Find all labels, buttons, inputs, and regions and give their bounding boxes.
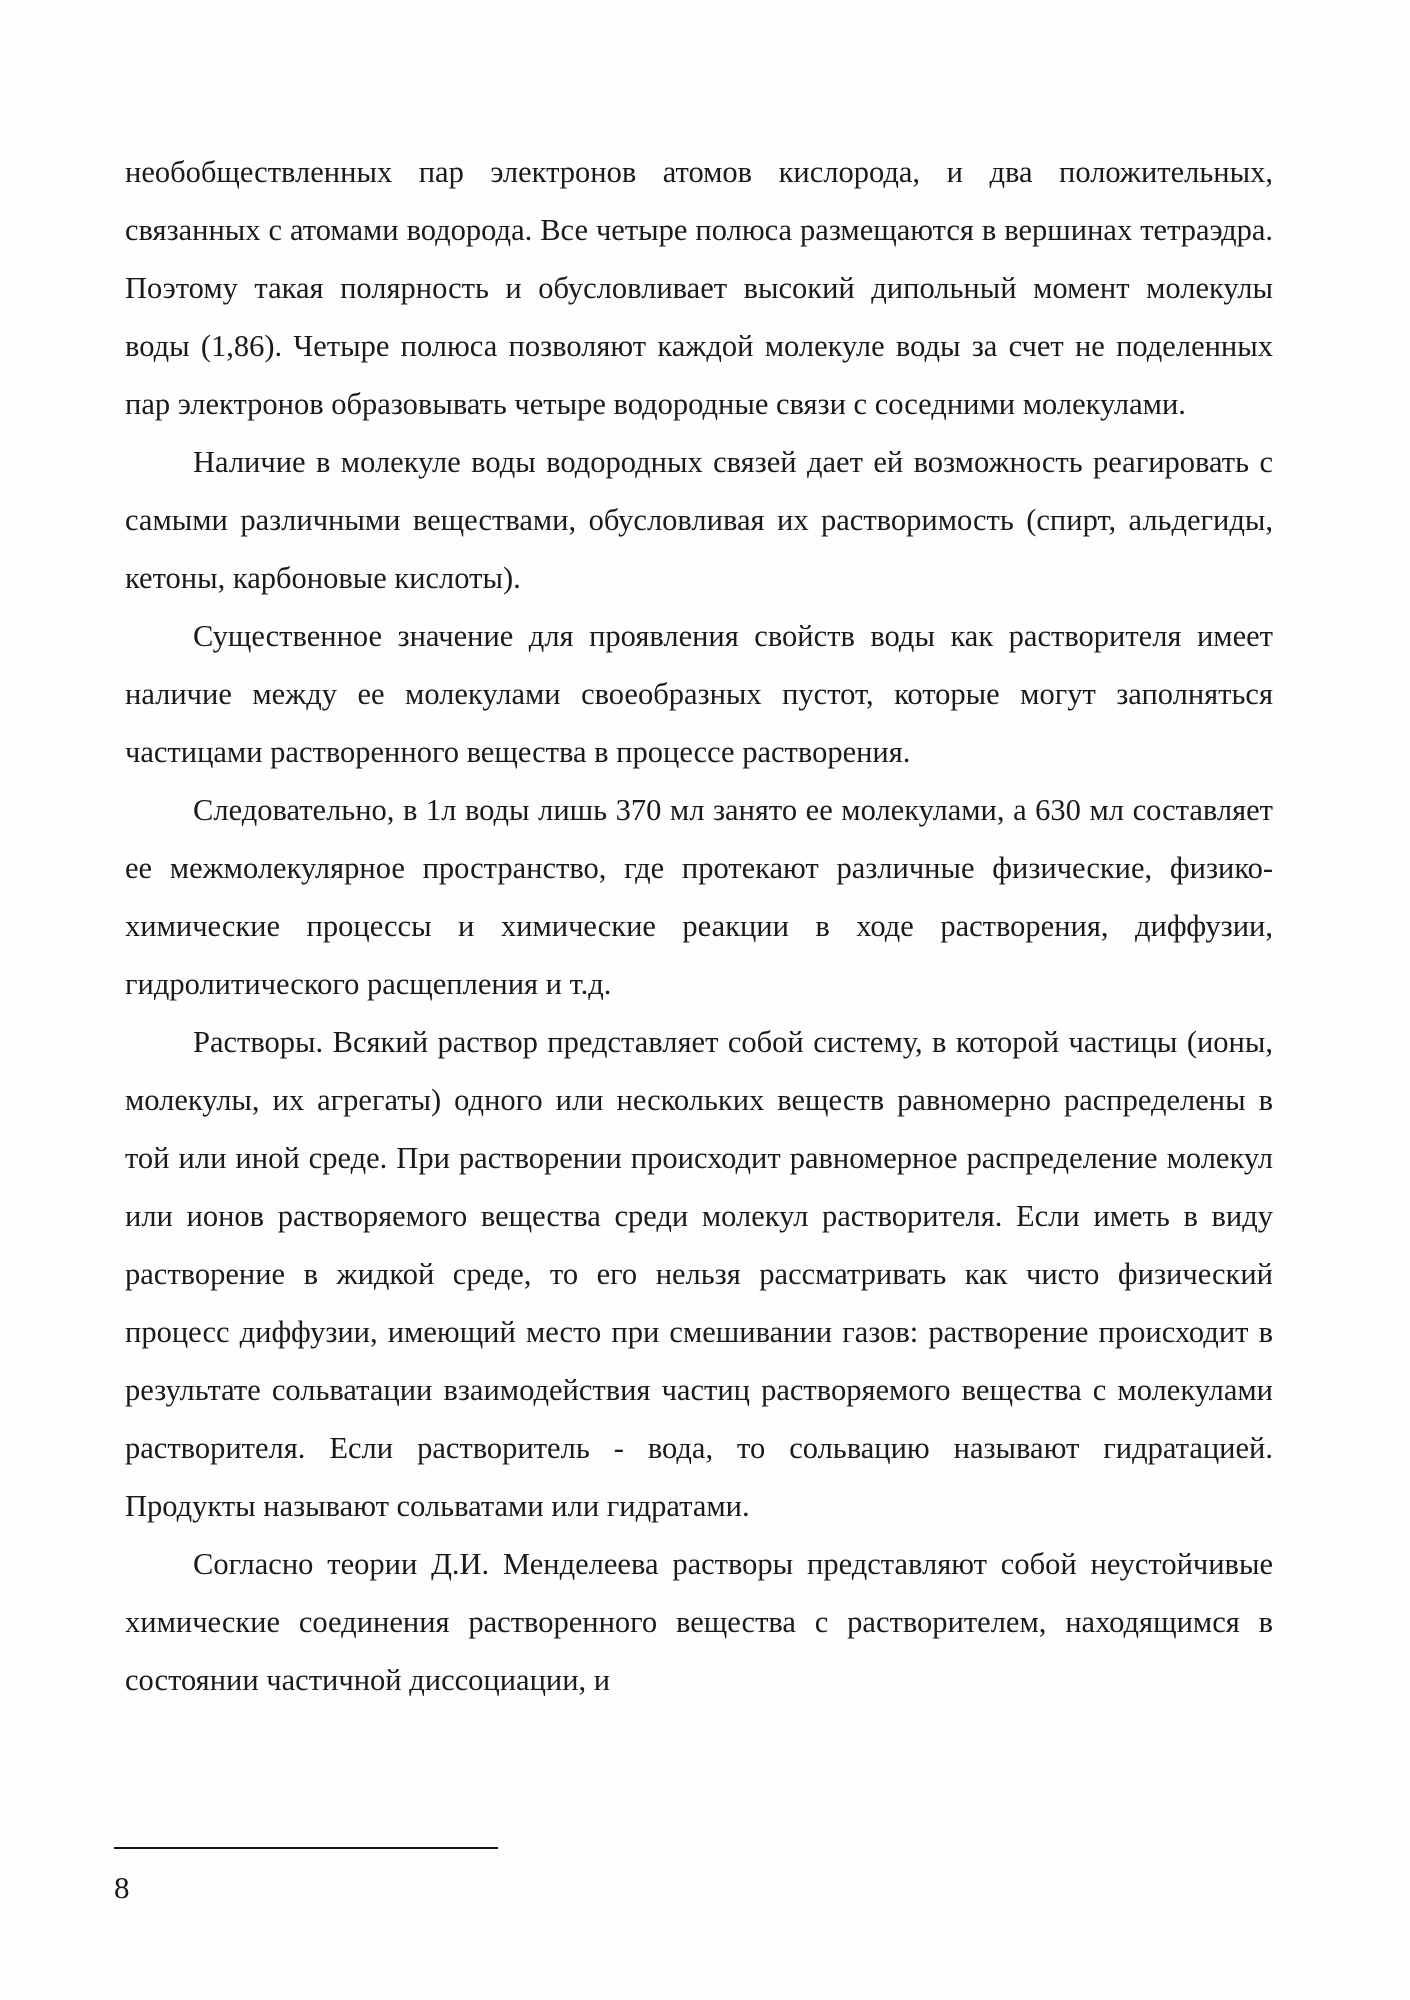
paragraph-hydrogen-bonds: Наличие в молекуле воды водородных связей дает ей возможность реагировать с самыми различными веществами, обусловливая их растворимость (спирт, альдегиды, кетоны, карбоновые кислоты). — [125, 445, 1273, 595]
paragraph-intermolecular-space: Следовательно, в 1л воды лишь 370 мл занято ее молекулами, а 630 мл составляет ее межмолекулярное пространство, где протекают различные физические, физико-химические процессы и химические реакции в ходе растворения, диффузии, гидролитического расщепления и т.д. — [125, 793, 1273, 1001]
paragraph-solvent-voids: Существенное значение для проявления свойств воды как растворителя имеет наличие между ее молекулами своеобразных пустот, которые могут заполняться частицами растворенного вещества в процессе растворения. — [125, 619, 1273, 769]
page-number: 8 — [114, 1870, 130, 1905]
body-text — [125, 143, 1273, 1709]
paragraph-solutions: Растворы. Всякий раствор представляет собой систему, в которой частицы (ионы, молекулы, их агрегаты) одного или нескольких веществ равномерно распределены в той или иной среде. При растворении происходит равномерное распределение молекул или ионов растворяемого вещества среди молекул растворителя. Если иметь в виду растворение в жидкой среде, то его нельзя рассматривать как чисто физический процесс диффузии, имеющий место при смешивании газов: растворение происходит в результате сольватации взаимодействия частиц растворяемого вещества с молекулами растворителя. Если растворитель - вода, то сольвацию называют гидратацией. Продукты называют сольватами или гидратами. — [125, 1025, 1273, 1523]
paragraph-water-poles: необобществленных пар электронов атомов кислорода, и два положительных, связанных с атомами водорода. Все четыре полюса размещаются в вершинах тетраэдра. Поэтому такая полярность и обусловливает высокий дипольный момент молекулы воды (1,86). Четыре полюса позволяют каждой молекуле воды за счет не поделенных пар электронов образовывать четыре водородные связи с соседними молекулами. — [125, 155, 1273, 421]
paragraph-mendeleev-theory: Согласно теории Д.И. Менделеева растворы представляют собой неустойчивые химические соединения растворенного вещества с растворителем, находящимся в состоянии частичной диссоциации, и — [125, 1547, 1273, 1697]
footnote-divider — [114, 1847, 498, 1849]
